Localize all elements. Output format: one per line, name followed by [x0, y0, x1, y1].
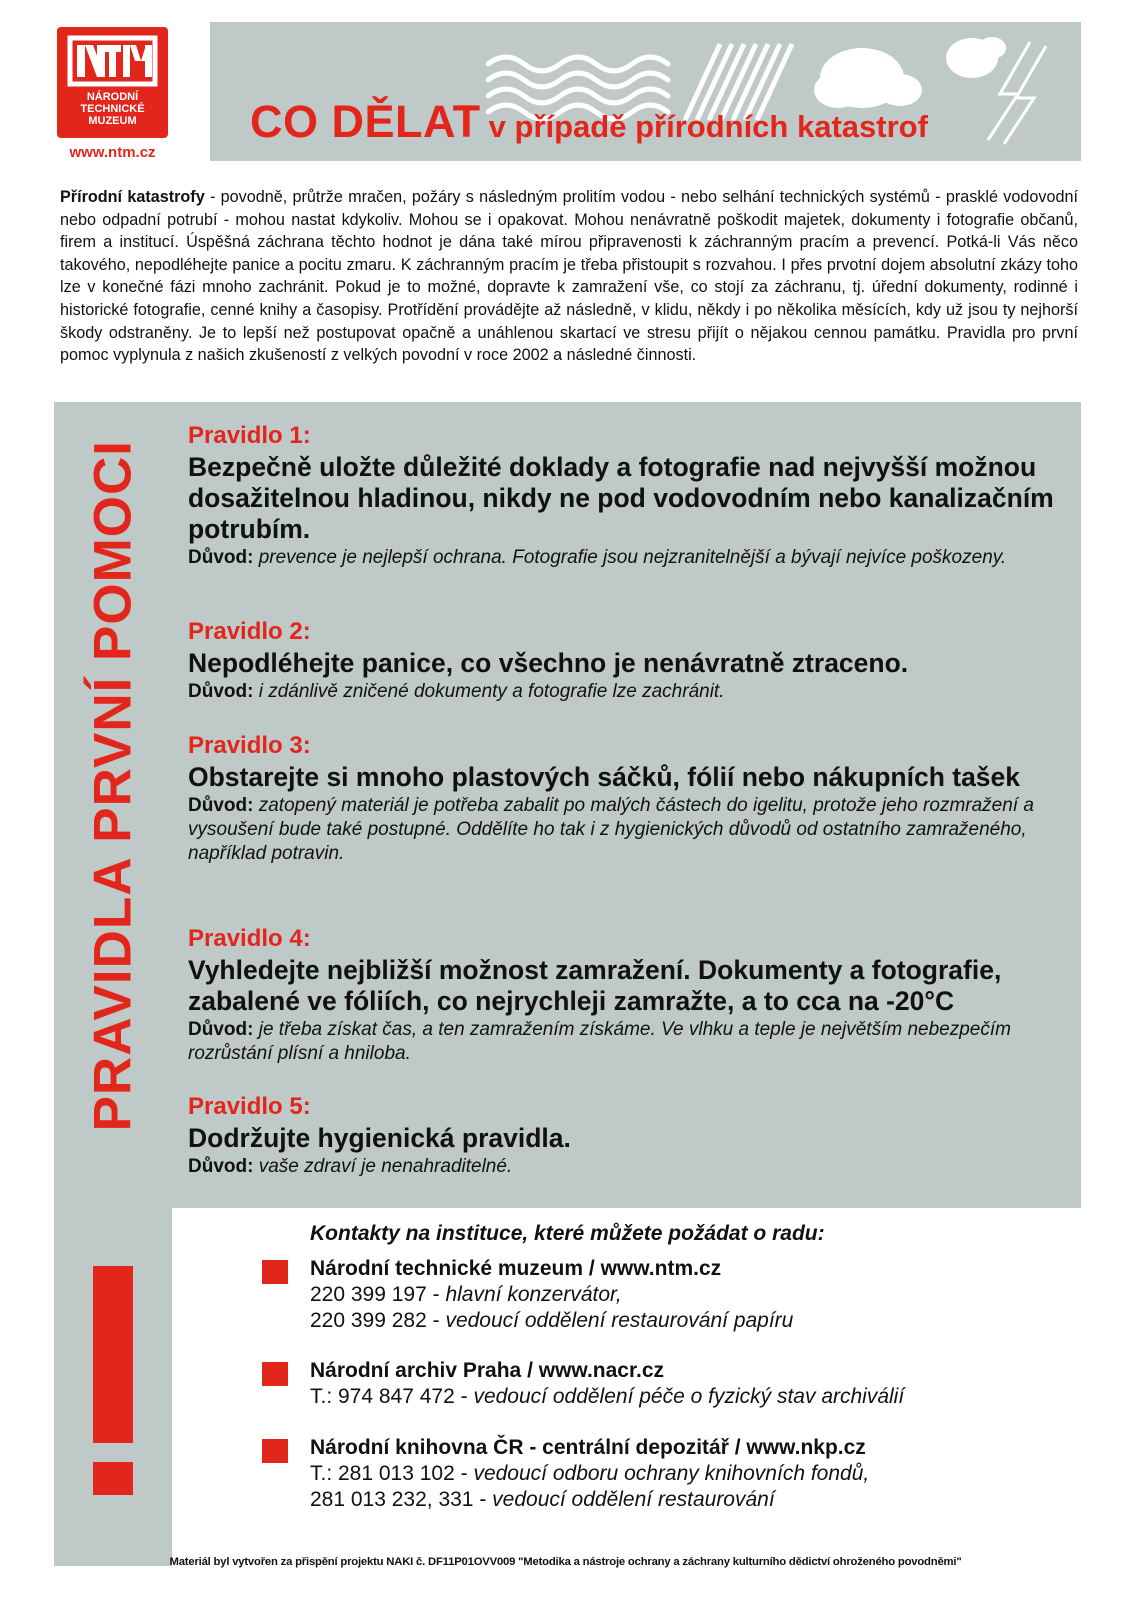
intro-text: - povodně, průtrže mračen, požáry s následným prolitím vodou - nebo selhání technických systémů - prasklé vodovodní nebo odpadní potrubí - mohou nastat kdykoliv. Mohou se i opakovat. Mohou nenávratně poškodit majetek, dokumenty i fotografie občanů, firem a institucí. Úspěšná záchrana těchto hodnot je dána také mírou připravenosti k záchranným pracím a prevencí. Potká-li Vás něco takového, nepodléhejte panice a pocitu zmaru. K záchranným pracím je třeba přistoupit s rozvahou. I přes prvotní dojem absolutní zkázy toho lze v konečné fázi mnoho zachránit. Pokud je to možné, dopravte k zamražení vše, co stojí za záchranu, tj. úřední dokumenty, rodinné i historické fotografie, cenné knihy a časopisy. Protřídění provádějte až následně, v klidu, někdy i po několika měsících, kdy už jsou ty nejhorší škody odstraněny. Je to lepší než postupovat opačně a unáhlenou skartací ve stresu přijít o nějakou cennou památku. Pravidla pro první pomoc vyplynula z našich zkušeností z velkých povodní v roce 2002 a následné činnosti.	[60, 188, 1078, 365]
reason-text: i zdánlivě zničené dokumenty a fotografie lze zachránit.	[258, 681, 725, 702]
red-square-bullet-icon	[262, 1260, 288, 1284]
contact-nacr	[262, 1358, 1062, 1410]
reason-label: Důvod:	[188, 547, 254, 568]
ntm-logo	[57, 27, 168, 138]
contact-line	[310, 1282, 1062, 1308]
rule-text: Nepodléhejte panice, co všechno je nenávratně ztraceno.	[188, 648, 909, 678]
contact-line	[310, 1487, 1062, 1513]
logo-name-text: NÁRODNÍ TECHNICKÉ MUZEUM	[80, 91, 145, 127]
rule-text: Obstarejte si mnoho plastových sáčků, fólií nebo nákupních tašek	[188, 762, 1021, 792]
rule-reason	[188, 680, 1068, 704]
red-square-bullet-icon	[262, 1362, 288, 1386]
contact-role: vedoucí odboru ochrany knihovních fondů,	[473, 1462, 870, 1485]
intro-lead: Přírodní katastrofy	[60, 188, 205, 206]
website-url[interactable]: www.ntm.cz	[69, 144, 156, 161]
reason-label: Důvod:	[188, 681, 254, 702]
rule-text: Dodržujte hygienická pravidla.	[188, 1123, 571, 1153]
reason-text: je třeba získat čas, a ten zamražením získáme. Ve vlhku a teple je největším nebezpečím rozrůstání plísní a hniloba.	[188, 1019, 1011, 1064]
rule-reason	[188, 546, 1068, 570]
contact-role: vedoucí oddělení péče o fyzický stav archiválií	[473, 1385, 905, 1408]
contact-role: hlavní konzervátor,	[445, 1283, 622, 1306]
reason-label: Důvod:	[188, 795, 254, 816]
rule-label: Pravidlo 5:	[188, 1093, 311, 1120]
reason-text: zatopený materiál je potřeba zabalit po malých částech do igelitu, protože jeho rozmražení a vysoušení bude také postupné. Oddělíte ho tak i z hygienických důvodů od ostatního zamraženého, například potravin.	[188, 795, 1034, 864]
contact-phone[interactable]: T.: 281 013 102 -	[310, 1462, 474, 1485]
contact-name[interactable]: Národní archiv Praha / www.nacr.cz	[310, 1359, 665, 1382]
rule-text: Vyhledejte nejbližší možnost zamražení. Dokumenty a fotografie, zabalené ve fóliích, co nejrychleji zamražte, a to cca na -20°C	[188, 955, 1002, 1016]
rule-label: Pravidlo 2:	[188, 618, 311, 645]
rule-label: Pravidlo 1:	[188, 422, 311, 449]
contacts-heading: Kontakty na instituce, které můžete požádat o radu:	[310, 1222, 825, 1245]
contact-phone[interactable]: 220 399 197 -	[310, 1283, 446, 1306]
contact-ntm	[262, 1256, 1062, 1334]
side-title-text: PRAVIDLA PRVNÍ POMOCI	[83, 440, 143, 1132]
rule-5	[188, 1093, 1068, 1179]
contact-role: vedoucí oddělení restaurování papíru	[445, 1309, 794, 1332]
rule-4	[188, 925, 1068, 1066]
footer-note: Materiál byl vytvořen za přispění projektu NAKI č. DF11P01OVV009 "Metodika a nástroje ochrany a záchrany kulturního dědictví ohroženého povodněmi"	[169, 1556, 962, 1568]
rule-3	[188, 732, 1068, 866]
contact-name[interactable]: Národní technické muzeum / www.ntm.cz	[310, 1257, 722, 1280]
contact-role: vedoucí oddělení restaurování	[492, 1488, 775, 1511]
reason-text: prevence je nejlepší ochrana. Fotografie jsou nejzranitelnější a bývají nejvíce poškozeny.	[258, 547, 1007, 568]
rule-label: Pravidlo 4:	[188, 925, 311, 952]
reason-label: Důvod:	[188, 1019, 254, 1040]
contact-line	[310, 1308, 1062, 1334]
exclamation-mark-icon	[93, 1266, 133, 1443]
contact-name[interactable]: Národní knihovna ČR - centrální depozitář / www.nkp.cz	[310, 1436, 866, 1459]
ntm-monogram-icon	[67, 35, 158, 87]
intro-paragraph	[60, 186, 1078, 367]
title-sub: v případě přírodních katastrof	[488, 109, 928, 144]
reason-label: Důvod:	[188, 1156, 254, 1177]
rule-reason	[188, 794, 1068, 866]
exclamation-dot-icon	[93, 1462, 133, 1495]
rule-text: Bezpečně uložte důležité doklady a fotografie nad nejvyšší možnou dosažitelnou hladinou, nikdy ne pod vodovodním nebo kanalizačním potrubím.	[188, 452, 1054, 544]
reason-text: vaše zdraví je nenahraditelné.	[258, 1156, 513, 1177]
rule-1	[188, 422, 1068, 570]
rule-2	[188, 618, 1068, 704]
contact-phone[interactable]: 220 399 282 -	[310, 1309, 446, 1332]
red-square-bullet-icon	[262, 1439, 288, 1463]
contact-phone[interactable]: 281 013 232, 331 -	[310, 1488, 493, 1511]
contact-line	[310, 1461, 1062, 1487]
page-title	[250, 96, 928, 148]
rule-reason	[188, 1155, 1068, 1179]
title-main: CO DĚLAT	[250, 96, 481, 147]
rule-label: Pravidlo 3:	[188, 732, 311, 759]
contact-line	[310, 1384, 1062, 1410]
contact-nkp	[262, 1435, 1062, 1513]
title-banner	[210, 22, 1081, 161]
contact-phone[interactable]: T.: 974 847 472 -	[310, 1385, 474, 1408]
rule-reason	[188, 1018, 1068, 1066]
